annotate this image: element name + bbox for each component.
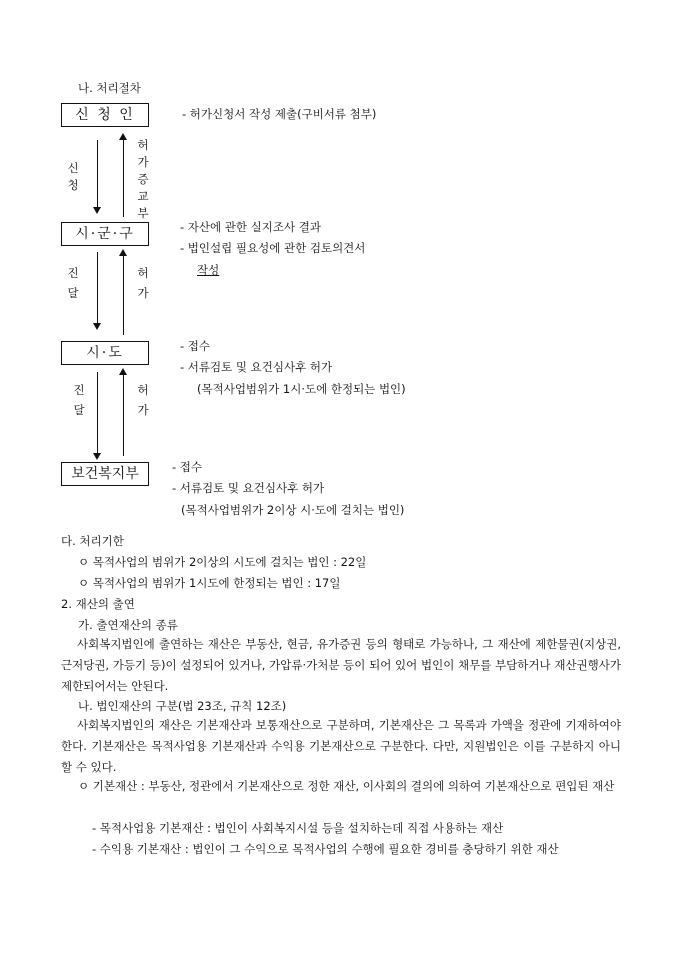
permit-delivery-label: 허가증교부 — [137, 138, 149, 220]
permit-arrow-line-2 — [123, 374, 124, 456]
permit-label-1: 허가 — [137, 266, 149, 300]
permit-label-2: 허가 — [137, 383, 149, 417]
basic-property-bullet: ㅇ 기본재산 : 부동산, 정관에서 기본재산으로 정한 재산, 이사회의 결의에 의하여 기본재산으로 편입된 재산 — [78, 779, 615, 793]
deadline-item-1: ㅇ 목적사업의 범위가 2이상의 시도에 걸치는 법인 : 22일 — [78, 555, 367, 569]
forward-arrow-head-1 — [93, 323, 101, 330]
city-county-box: 시·군·구 — [61, 222, 149, 246]
permit-delivery-arrow-line — [123, 140, 124, 217]
ministry-note-scope: (목적사업범위가 2이상 시·도에 걸치는 법인) — [181, 503, 405, 517]
subsection-a-heading: 가. 출연재산의 종류 — [78, 618, 178, 632]
ministry-box: 보건복지부 — [61, 462, 149, 486]
forward-label-2: 진달 — [73, 383, 85, 417]
process-heading: 나. 처리절차 — [78, 81, 141, 95]
apply-arrow-line — [97, 140, 98, 208]
apply-label: 신청 — [67, 161, 79, 192]
province-note-review: - 서류검토 및 요건심사후 허가 — [180, 360, 333, 374]
province-note-receive: - 접수 — [180, 339, 211, 353]
permit-arrow-head-2 — [119, 368, 127, 375]
deadline-item-2: ㅇ 목적사업의 범위가 1시도에 한정되는 법인 : 17일 — [78, 576, 341, 590]
subsection-a-paragraph: 사회복지법인에 출연하는 재산은 부동산, 현금, 유가증권 등의 형태로 가능하나, 그 재산에 제한물권(지상권, 근저당권, 가등기 등)이 설정되어 있거나, 가압류·가처분 등이 되어 있어 법인이 채무를 부담하거나 재산권행사가 제한되어서는 안된다. — [61, 637, 621, 693]
subsection-b-paragraph: 사회복지법인의 재산은 기본재산과 보통재산으로 구분하며, 기본재산은 그 목록과 가액을 정관에 기재하여야 한다. 기본재산은 목적사업용 기본재산과 수익용 기본재산으로 구분한다. 다만, 지원법인은 이를 구분하지 아니할 수 있다. — [61, 718, 621, 774]
ministry-note-review: - 서류검토 및 요건심사후 허가 — [172, 481, 325, 495]
permit-arrow-head-1 — [119, 249, 127, 256]
ministry-note-receive: - 접수 — [172, 460, 203, 474]
forward-arrow-line-1 — [97, 252, 98, 324]
city-note-survey: - 자산에 관한 실지조사 결과 — [180, 220, 321, 234]
city-note-write-text: 작성 — [197, 263, 220, 277]
permit-arrow-line-1 — [123, 255, 124, 335]
applicant-note: - 허가신청서 작성 제출(구비서류 첨부) — [182, 107, 377, 121]
permit-delivery-arrow-head — [119, 133, 127, 140]
applicant-box: 신 청 인 — [61, 103, 149, 127]
section-2-heading: 2. 재산의 출연 — [61, 597, 135, 611]
deadline-heading: 다. 처리기한 — [61, 534, 124, 548]
city-note-review: - 법인설립 필요성에 관한 검토의견서 — [180, 241, 366, 255]
province-note-scope: (목적사업범위가 1시·도에 한정되는 법인) — [197, 382, 406, 396]
subsection-b-heading: 나. 법인재산의 구분(법 23조, 규칙 12조) — [78, 699, 287, 713]
city-note-write — [197, 262, 219, 278]
forward-arrow-line-2 — [97, 372, 98, 454]
income-property-item: - 수익용 기본재산 : 법인이 그 수익으로 목적사업의 수행에 필요한 경비를 충당하기 위한 재산 — [92, 842, 559, 856]
purpose-property-item: - 목적사업용 기본재산 : 법인이 사회복지시설 등을 설치하는데 직접 사용하는 재산 — [92, 821, 504, 835]
province-box: 시·도 — [61, 341, 149, 365]
forward-arrow-head-2 — [93, 453, 101, 460]
apply-arrow-head — [93, 207, 101, 214]
forward-label-1: 진달 — [67, 266, 79, 300]
